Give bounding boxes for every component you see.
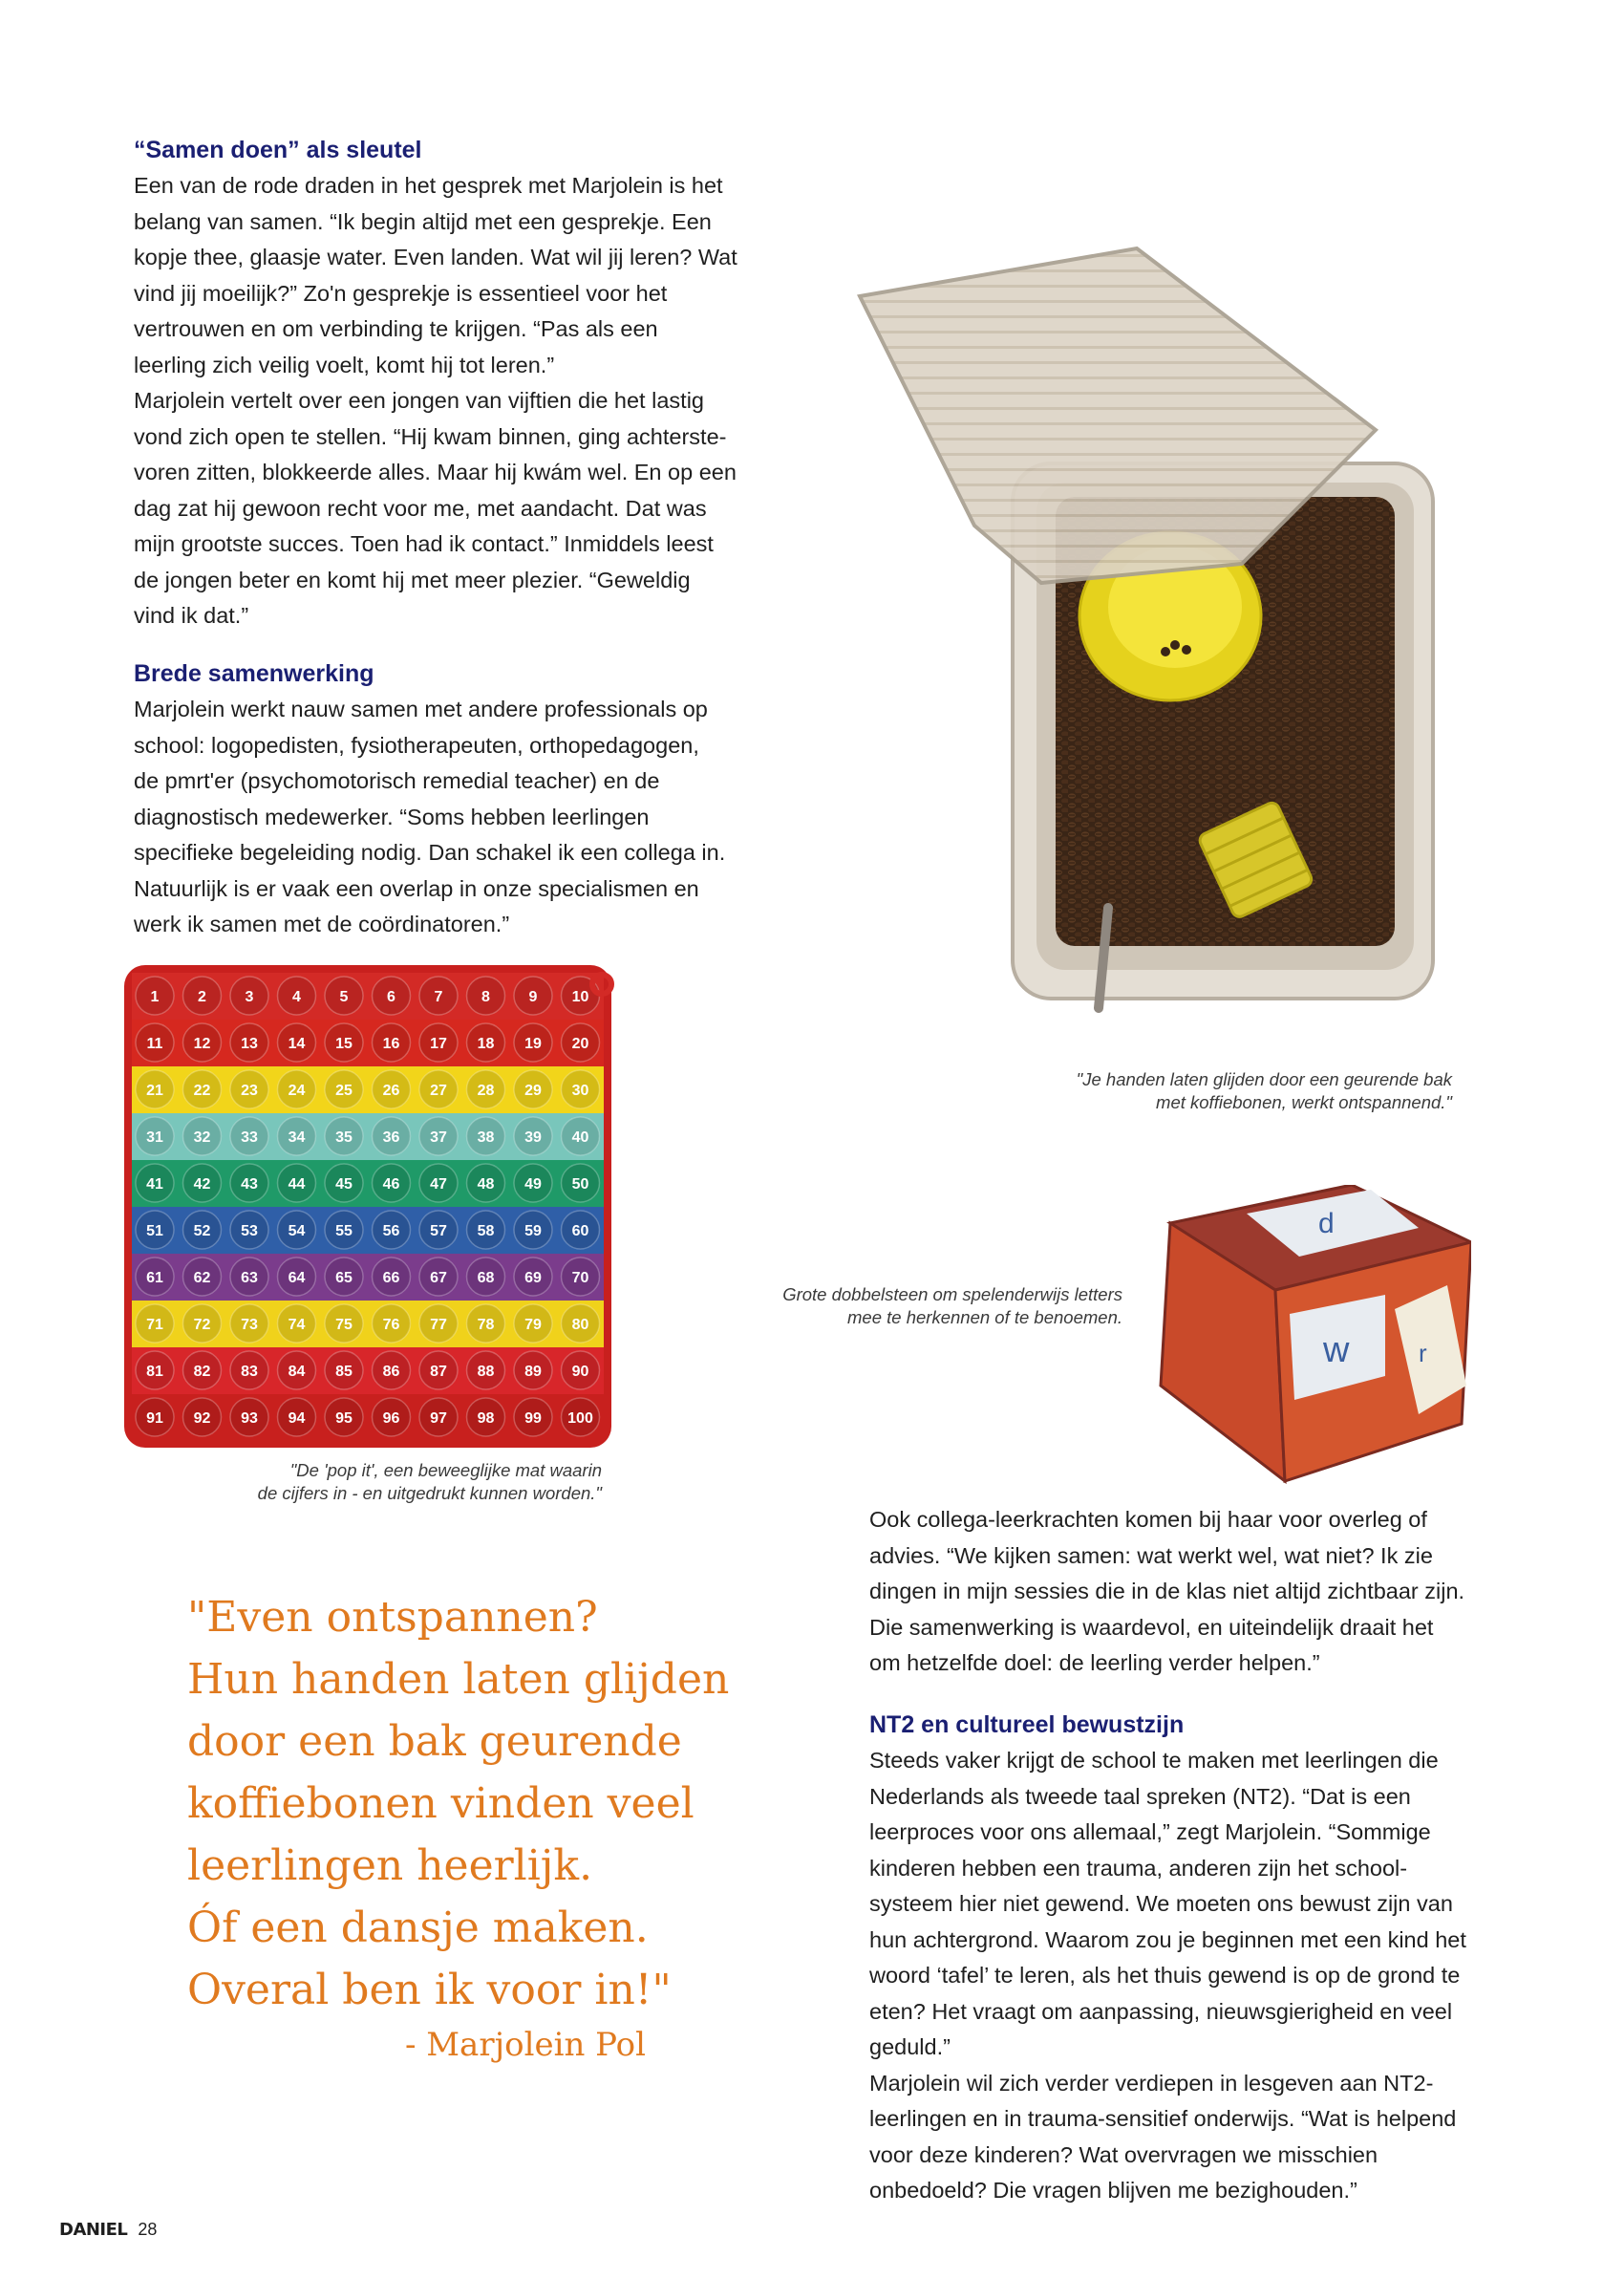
popit-number: 51	[146, 1223, 163, 1239]
text-line: Een van de rode draden in het gesprek met Marjolein is het	[134, 173, 723, 198]
popit-number: 99	[524, 1410, 542, 1427]
popit-number: 23	[241, 1083, 258, 1099]
popit-number: 86	[382, 1364, 400, 1380]
popit-number: 46	[382, 1176, 400, 1193]
text-line: Marjolein vertelt over een jongen van vijftien die het lastig	[134, 388, 704, 413]
popit-number: 78	[477, 1317, 495, 1333]
text-line: woord ‘tafel’ te leren, als het thuis gewend is op de grond te	[869, 1963, 1461, 1988]
quote-line: Óf een dansje maken.	[187, 1903, 649, 1952]
popit-number: 59	[524, 1223, 542, 1239]
popit-number: 4	[292, 989, 301, 1005]
popit-mat-photo	[124, 965, 621, 1452]
text-line: de pmrt'er (psychomotorisch remedial teacher) en de	[134, 768, 660, 793]
popit-number: 70	[571, 1270, 589, 1286]
text-line: leerling zich veilig voelt, komt hij tot leren.”	[134, 352, 555, 377]
popit-number: 66	[382, 1270, 400, 1286]
popit-number: 56	[382, 1223, 400, 1239]
popit-number: 10	[571, 989, 589, 1005]
text-line: Marjolein werkt nauw samen met andere professionals op	[134, 697, 708, 721]
popit-number: 13	[241, 1036, 258, 1052]
dice-letter-d: d	[1318, 1208, 1335, 1239]
section-nt2	[869, 1710, 1557, 2209]
popit-number: 31	[146, 1129, 163, 1146]
dice-letter-w: w	[1323, 1330, 1350, 1370]
text-line: Natuurlijk is er vaak een overlap in onze specialismen en	[134, 875, 699, 901]
popit-number: 77	[430, 1317, 447, 1333]
popit-number: 50	[571, 1176, 589, 1193]
popit-number: 60	[571, 1223, 589, 1239]
popit-number: 83	[241, 1364, 258, 1380]
quote-line: Hun handen laten glijden	[187, 1655, 730, 1704]
caption-dice	[693, 1283, 1122, 1329]
popit-number: 88	[477, 1364, 495, 1380]
text-line: advies. “We kijken samen: wat werkt wel, wat niet? Ik zie	[869, 1542, 1433, 1568]
caption-line: de cijfers in - en uitgedrukt kunnen worden."	[257, 1483, 602, 1503]
caption-line: Grote dobbelsteen om spelenderwijs letters	[782, 1284, 1122, 1304]
popit-number: 73	[241, 1317, 258, 1333]
page-number: 28	[138, 2220, 158, 2239]
text-line: om hetzelfde doel: de leerling verder helpen.”	[869, 1650, 1320, 1675]
popit-number: 3	[245, 989, 254, 1005]
popit-number: 76	[382, 1317, 400, 1333]
caption-popit	[172, 1459, 602, 1505]
dice-letter-r: r	[1419, 1339, 1427, 1367]
text-line: voor deze kinderen? Wat overvragen we misschien	[869, 2141, 1378, 2167]
page-footer	[59, 2220, 157, 2240]
popit-number: 32	[193, 1129, 211, 1146]
quote-line: koffiebonen vinden veel	[187, 1779, 694, 1828]
popit-number: 81	[146, 1364, 163, 1380]
caption-line: "Je handen laten glijden door een geurende bak	[1076, 1069, 1452, 1089]
popit-number: 19	[524, 1036, 542, 1052]
popit-number: 36	[382, 1129, 400, 1146]
popit-number: 16	[382, 1036, 400, 1052]
popit-number: 22	[193, 1083, 211, 1099]
popit-number: 9	[528, 989, 538, 1005]
text-line: belang van samen. “Ik begin altijd met een gesprekje. Een	[134, 208, 712, 234]
text-line: werk ik samen met de coördinatoren.”	[134, 912, 510, 936]
text-line: Nederlands als tweede taal spreken (NT2). “Dat is een	[869, 1783, 1411, 1809]
caption-coffee	[888, 1068, 1452, 1114]
popit-number: 95	[335, 1410, 353, 1427]
popit-number: 84	[288, 1364, 306, 1380]
popit-number: 74	[288, 1317, 306, 1333]
popit-number: 38	[477, 1129, 495, 1146]
text-line: eten? Het vraagt om aanpassing, nieuwsgierigheid en veel	[869, 1998, 1453, 2024]
body-samen-doen	[134, 168, 793, 634]
coffee-box-photo	[841, 239, 1471, 1051]
text-line: vind jij moeilijk?” Zo'n gesprekje is essentieel voor het	[134, 280, 668, 306]
popit-number: 8	[481, 989, 490, 1005]
caption-line: mee te herkennen of te benoemen.	[847, 1307, 1122, 1327]
popit-number: 1	[150, 989, 160, 1005]
popit-number: 79	[524, 1317, 542, 1333]
text-line: kopje thee, glaasje water. Even landen. Wat wil jij leren? Wat	[134, 245, 737, 269]
popit-number: 75	[335, 1317, 353, 1333]
popit-number: 49	[524, 1176, 542, 1193]
popit-number: 89	[524, 1364, 542, 1380]
popit-number: 91	[146, 1410, 163, 1427]
popit-number: 48	[477, 1176, 495, 1193]
text-line: vind ik dat.”	[134, 603, 249, 628]
popit-number: 7	[434, 989, 443, 1005]
text-line: systeem hier niet gewend. We moeten ons bewust zijn van	[869, 1891, 1453, 1916]
popit-number: 97	[430, 1410, 447, 1427]
popit-number: 41	[146, 1176, 163, 1193]
popit-number: 92	[193, 1410, 211, 1427]
popit-number: 61	[146, 1270, 163, 1286]
popit-number: 21	[146, 1083, 163, 1099]
popit-number: 37	[430, 1129, 447, 1146]
text-line: dag zat hij gewoon recht voor me, met aandacht. Dat was	[134, 495, 707, 521]
popit-number: 65	[335, 1270, 353, 1286]
popit-number: 82	[193, 1364, 211, 1380]
section-collegas	[869, 1502, 1557, 1682]
popit-number: 47	[430, 1176, 447, 1193]
popit-number: 72	[193, 1317, 211, 1333]
text-line: vond zich open te stellen. “Hij kwam binnen, ging achterste-	[134, 423, 727, 449]
popit-number: 40	[571, 1129, 589, 1146]
popit-number: 71	[146, 1317, 163, 1333]
popit-number: 42	[193, 1176, 211, 1193]
text-line: vertrouwen en om verbinding te krijgen. “Pas als een	[134, 316, 658, 341]
popit-number: 26	[382, 1083, 400, 1099]
popit-number: 18	[477, 1036, 495, 1052]
popit-number: 45	[335, 1176, 353, 1193]
body-nt2	[869, 1743, 1557, 2209]
text-line: geduld.”	[869, 2034, 951, 2059]
popit-number: 15	[335, 1036, 353, 1052]
popit-number: 12	[193, 1036, 211, 1052]
dice-photo	[1142, 1185, 1471, 1486]
popit-number: 44	[288, 1176, 306, 1193]
text-line: Die samenwerking is waardevol, en uiteindelijk draait het	[869, 1614, 1434, 1640]
popit-number: 54	[288, 1223, 306, 1239]
text-line: de jongen beter en komt hij met meer plezier. “Geweldig	[134, 567, 691, 592]
text-line: onbedoeld? Die vragen blijven me bezighouden.”	[869, 2178, 1357, 2203]
popit-number: 14	[288, 1036, 306, 1052]
popit-number: 39	[524, 1129, 542, 1146]
popit-number: 6	[387, 989, 395, 1005]
popit-number: 52	[193, 1223, 211, 1239]
popit-number: 62	[193, 1270, 211, 1286]
popit-number: 53	[241, 1223, 258, 1239]
popit-number: 100	[567, 1410, 593, 1427]
text-line: hun achtergrond. Waarom zou je beginnen met een kind het	[869, 1926, 1466, 1952]
popit-grid	[124, 965, 611, 1448]
text-line: specifieke begeleiding nodig. Dan schakel ik een collega in.	[134, 840, 726, 865]
popit-number: 63	[241, 1270, 258, 1286]
popit-number: 25	[335, 1083, 353, 1099]
popit-number: 90	[571, 1364, 589, 1380]
popit-number: 67	[430, 1270, 447, 1286]
popit-number: 94	[288, 1410, 306, 1427]
caption-line: "De 'pop it', een beweeglijke mat waarin	[289, 1460, 602, 1480]
popit-number: 43	[241, 1176, 258, 1193]
popit-number: 68	[477, 1270, 495, 1286]
text-line: school: logopedisten, fysiotherapeuten, orthopedagogen,	[134, 732, 699, 758]
text-line: dingen in mijn sessies die in de klas niet altijd zichtbaar zijn.	[869, 1579, 1465, 1603]
popit-number: 33	[241, 1129, 258, 1146]
section-samen-doen	[134, 136, 793, 634]
popit-number: 93	[241, 1410, 258, 1427]
magazine-brand: DANIEL	[59, 2220, 128, 2240]
popit-number: 85	[335, 1364, 353, 1380]
text-line: Steeds vaker krijgt de school te maken met leerlingen die	[869, 1748, 1439, 1773]
popit-number: 98	[477, 1410, 495, 1427]
text-line: mijn grootste succes. Toen had ik contact.” Inmiddels leest	[134, 531, 714, 556]
heading-samen-doen: “Samen doen” als sleutel	[134, 137, 422, 163]
quote-line: Overal ben ik voor in!"	[187, 1966, 672, 2014]
popit-number: 57	[430, 1223, 447, 1239]
popit-number: 27	[430, 1083, 447, 1099]
popit-number: 28	[477, 1083, 495, 1099]
popit-number: 5	[339, 989, 349, 1005]
popit-number: 55	[335, 1223, 353, 1239]
text-line: diagnostisch medewerker. “Soms hebben leerlingen	[134, 804, 650, 829]
popit-number: 17	[430, 1036, 447, 1052]
text-line: Ook collega-leerkrachten komen bij haar voor overleg of	[869, 1507, 1427, 1532]
quote-line: door een bak geurende	[187, 1717, 682, 1766]
popit-number: 2	[198, 989, 206, 1005]
popit-number: 11	[146, 1036, 163, 1052]
popit-number: 58	[477, 1223, 495, 1239]
body-brede-samenwerking	[134, 692, 793, 943]
text-line: voren zitten, blokkeerde alles. Maar hij kwám wel. En op een	[134, 460, 737, 484]
text-line: leerlingen en in trauma-sensitief onderwijs. “Wat is helpend	[869, 2106, 1457, 2131]
popit-number: 64	[288, 1270, 306, 1286]
popit-number: 34	[288, 1129, 306, 1146]
popit-number: 80	[571, 1317, 589, 1333]
text-line: kinderen hebben een trauma, anderen zijn het school-	[869, 1855, 1408, 1881]
popit-number: 29	[524, 1083, 542, 1099]
popit-number: 96	[382, 1410, 400, 1427]
popit-number: 24	[288, 1083, 306, 1099]
pull-quote	[187, 1586, 799, 2021]
section-brede-samenwerking	[134, 659, 793, 943]
popit-number: 69	[524, 1270, 542, 1286]
quote-attribution: - Marjolein Pol	[404, 2026, 646, 2064]
heading-nt2: NT2 en cultureel bewustzijn	[869, 1711, 1185, 1738]
quote-line: leerlingen heerlijk.	[187, 1841, 593, 1890]
text-line: leerproces voor ons allemaal,” zegt Marjolein. “Sommige	[869, 1819, 1431, 1844]
popit-number: 87	[430, 1364, 447, 1380]
popit-number: 30	[571, 1083, 589, 1099]
text-line: Marjolein wil zich verder verdiepen in lesgeven aan NT2-	[869, 2070, 1434, 2096]
caption-line: met koffiebonen, werkt ontspannend."	[1156, 1092, 1452, 1112]
heading-brede-samenwerking: Brede samenwerking	[134, 660, 374, 687]
popit-number: 20	[571, 1036, 589, 1052]
quote-line: "Even ontspannen?	[187, 1593, 598, 1642]
popit-number: 35	[335, 1129, 353, 1146]
